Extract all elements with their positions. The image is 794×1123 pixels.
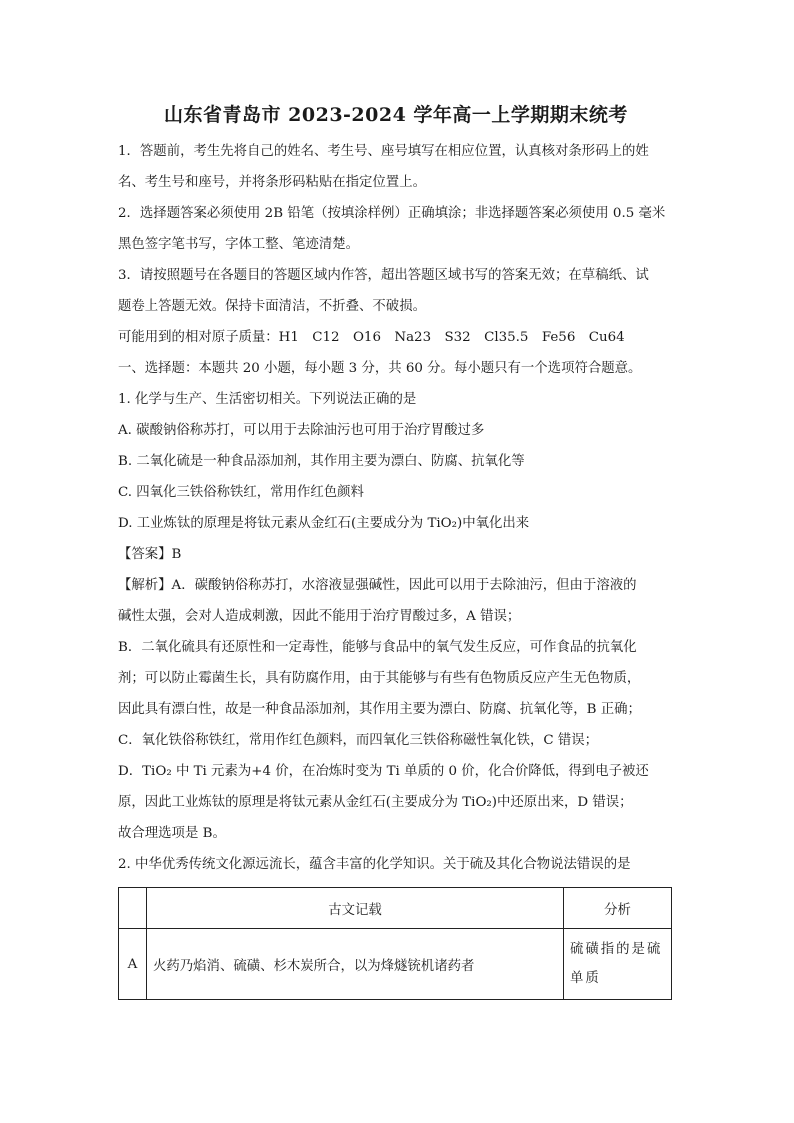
analysis bbox=[118, 570, 674, 849]
question-2 bbox=[118, 849, 674, 1000]
analysis-line: 原，因此工业炼钛的原理是将钛元素从金红石(主要成分为 TiO₂)中还原出来，D 错误； bbox=[118, 795, 633, 810]
instruction-line: 1．答题前，考生先将自己的姓名、考生号、座号填写在相应位置，认真核对条形码上的姓 bbox=[118, 144, 649, 159]
question-stem: 1. 化学与生产、生活密切相关。下列说法正确的是 bbox=[118, 392, 417, 407]
option-d: D. 工业炼钛的原理是将钛元素从金红石(主要成分为 TiO₂)中氧化出来 bbox=[118, 516, 530, 531]
question-stem: 2. 中华优秀传统文化源远流长，蕴含丰富的化学知识。关于硫及其化合物说法错误的是 bbox=[118, 857, 631, 872]
instruction-line: 2．选择题答案必须使用 2B 铅笔（按填涂样例）正确填涂；非选择题答案必须使用 0.5 毫米 bbox=[118, 206, 666, 221]
analysis-line: B．二氧化硫具有还原性和一定毒性，能够与食品中的氧气发生反应，可作食品的抗氧化 bbox=[118, 640, 637, 655]
option-a: A. 碳酸钠俗称苏打，可以用于去除油污也可用于治疗胃酸过多 bbox=[118, 423, 485, 438]
analysis-line: 故合理选项是 B。 bbox=[118, 826, 226, 841]
instruction-line: 题卷上答题无效。保持卡面清洁，不折叠、不破损。 bbox=[118, 299, 426, 314]
instruction-line: 黑色签字笔书写，字体工整、笔迹清楚。 bbox=[118, 237, 360, 252]
option-b: B. 二氧化硫是一种食品添加剂，其作用主要为漂白、防腐、抗氧化等 bbox=[118, 454, 525, 469]
answer: 【答案】B bbox=[118, 547, 182, 562]
analysis-line: D．TiO₂ 中 Ti 元素为+4 价，在冶炼时变为 Ti 单质的 0 价，化合价降低，得到电子被还 bbox=[118, 764, 649, 779]
analysis-line: 剂；可以防止霉菌生长，具有防腐作用，由于其能够与有些有色物质反应产生无色物质， bbox=[118, 671, 641, 686]
question-1 bbox=[118, 384, 674, 849]
table-header-cell bbox=[119, 888, 147, 929]
table-row bbox=[119, 929, 672, 1000]
section-title: 一、选择题：本题共 20 小题，每小题 3 分，共 60 分。每小题只有一个选项符合题意。 bbox=[118, 361, 642, 376]
analysis-line: 因此具有漂白性，故是一种食品添加剂，其作用主要为漂白、防腐、抗氧化等，B 正确； bbox=[118, 702, 641, 717]
instruction-line: 3．请按照题号在各题目的答题区域内作答，超出答题区域书写的答案无效；在草稿纸、试 bbox=[118, 268, 649, 283]
question-table bbox=[118, 887, 672, 1000]
table-header-cell: 古文记载 bbox=[147, 888, 564, 929]
analysis-line: 碱性太强，会对人造成刺激，因此不能用于治疗胃酸过多，A 错误； bbox=[118, 609, 521, 624]
analysis-line: 【解析】A．碳酸钠俗称苏打，水溶液显强碱性，因此可以用于去除油污，但由于溶液的 bbox=[118, 578, 637, 593]
instruction-line: 名、考生号和座号，并将条形码粘贴在指定位置上。 bbox=[118, 175, 426, 190]
table-header-row bbox=[119, 888, 672, 929]
exam-title: 山东省青岛市 2023-2024 学年高一上学期期末统考 bbox=[164, 104, 628, 126]
analysis-line: C．氧化铁俗称铁红，常用作红色颜料，而四氧化三铁俗称磁性氧化铁，C 错误； bbox=[118, 733, 599, 748]
table-cell: A bbox=[119, 929, 147, 1000]
table-cell: 硫磺指的是硫单质 bbox=[564, 929, 672, 1000]
instructions bbox=[118, 136, 674, 322]
table-header-cell: 分析 bbox=[564, 888, 672, 929]
atomic-masses: 可能用到的相对原子质量：H1 C12 O16 Na23 S32 Cl35.5 Fe56 Cu64 bbox=[118, 330, 625, 345]
option-c: C. 四氧化三铁俗称铁红，常用作红色颜料 bbox=[118, 485, 364, 500]
table-cell: 火药乃焰消、硫磺、杉木炭所合，以为烽燧铳机诸药者 bbox=[147, 929, 564, 1000]
document-content bbox=[118, 100, 674, 1000]
